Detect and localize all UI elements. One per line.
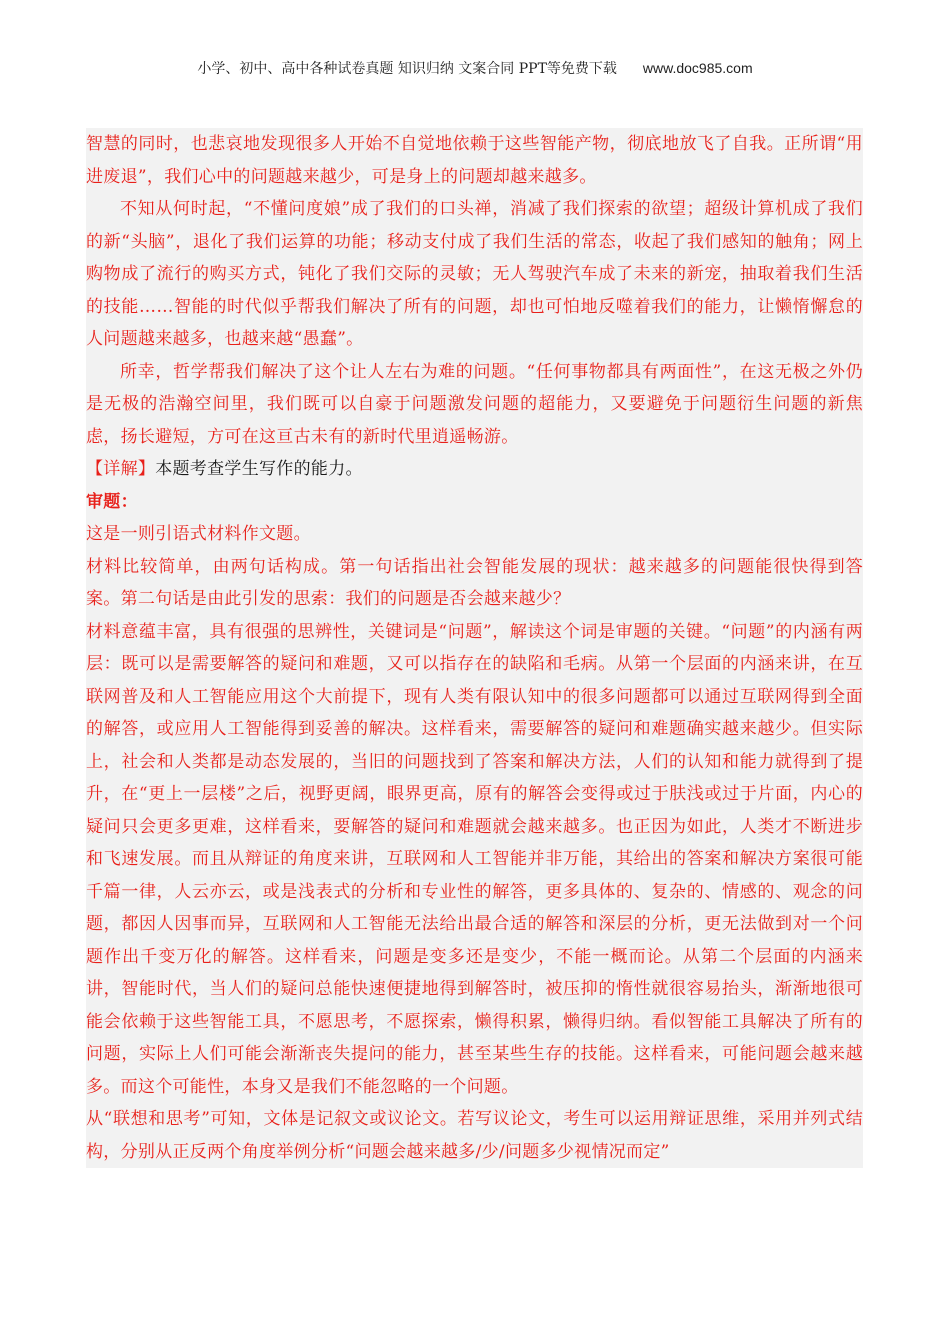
header-text: 小学、初中、高中各种试卷真题 知识归纳 文案合同 PPT等免费下载 — [197, 61, 617, 77]
essay-paragraph-1: 智慧的同时，也悲哀地发现很多人开始不自觉地依赖于这些智能产物，彻底地放飞了自我。正所谓“用进废退”，我们心中的问题越来越少，可是身上的问题却越来越多。 — [86, 134, 863, 187]
review-paragraph-4: 从“联想和思考”可知，文体是记叙文或议论文。若写议论文，考生可以运用辩证思维，采用并列式结构，分别从正反两个角度举例分析“问题会越来越多/少/问题多少视情况而定” — [86, 1109, 863, 1162]
essay-content — [86, 128, 863, 1168]
detail-line — [86, 453, 863, 486]
detail-prefix: 【详解】 — [86, 459, 156, 479]
page-header — [0, 58, 950, 78]
review-paragraph-1: 这是一则引语式材料作文题。 — [86, 524, 311, 544]
header-site: www.doc985.com — [642, 60, 753, 76]
review-paragraph-2: 材料比较简单，由两句话构成。第一句话指出社会智能发展的现状：越来越多的问题能很快得到答案。第二句话是由此引发的思索：我们的问题是否会越来越少？ — [86, 556, 863, 609]
detail-text: 本题考查学生写作的能力。 — [155, 459, 363, 479]
essay-paragraph-3: 所幸，哲学帮我们解决了这个让人左右为难的问题。“任何事物都具有两面性”，在这无极之外仍是无极的浩瀚空间里，我们既可以自豪于问题激发问题的超能力，又要避免于问题衍生问题的新焦虑，扬长避短，方可在这亘古未有的新时代里逍遥畅游。 — [86, 361, 863, 447]
review-heading: 审题： — [86, 491, 138, 512]
review-paragraph-3: 材料意蕴丰富，具有很强的思辨性，关键词是“问题”，解读这个词是审题的关键。“问题”的内涵有两层：既可以是需要解答的疑问和难题，又可以指存在的缺陷和毛病。从第一个层面的内涵来讲，在互联网普及和人工智能应用这个大前提下，现有人类有限认知中的很多问题都可以通过互联网得到全面的解答，或应用人工智能得到妥善的解决。这样看来，需要解答的疑问和难题确实越来越少。但实际上，社会和人类都是动态发展的，当旧的问题找到了答案和解决方法，人们的认知和能力就得到了提升，在“更上一层楼”之后，视野更阔，眼界更高，原有的解答会变得或过于肤浅或过于片面，内心的疑问只会更多更难，这样看来，要解答的疑问和难题就会越来越多。也正因为如此，人类才不断进步和飞速发展。而且从辩证的角度来讲，互联网和人工智能并非万能，其给出的答案和解决方案很可能千篇一律，人云亦云，或是浅表式的分析和专业性的解答，更多具体的、复杂的、情感的、观念的问题，都因人因事而异，互联网和人工智能无法给出最合适的解答和深层的分析，更无法做到对一个问题作出千变万化的解答。这样看来，问题是变多还是变少，不能一概而论。从第二个层面的内涵来讲，智能时代，当人们的疑问总能快速便捷地得到解答时，被压抑的惰性就很容易抬头，渐渐地很可能会依赖于这些智能工具，不愿思考，不愿探索，懒得积累，懒得归纳。看似智能工具解决了所有的问题，实际上人们可能会渐渐丧失提问的能力，甚至某些生存的技能。这样看来，可能问题会越来越多。而这个可能性，本身又是我们不能忽略的一个问题。 — [86, 621, 863, 1097]
essay-paragraph-2: 不知从何时起，“不懂问度娘”成了我们的口头禅，消减了我们探索的欲望；超级计算机成了我们的新“头脑”，退化了我们运算的功能；移动支付成了我们生活的常态，收起了我们感知的触角；网上购物成了流行的购买方式，钝化了我们交际的灵敏；无人驾驶汽车成了未来的新宠，抽取着我们生活的技能……智能的时代似乎帮我们解决了所有的问题，却也可怕地反噬着我们的能力，让懒惰懈怠的人问题越来越多，也越来越“愚蠢”。 — [86, 199, 863, 349]
